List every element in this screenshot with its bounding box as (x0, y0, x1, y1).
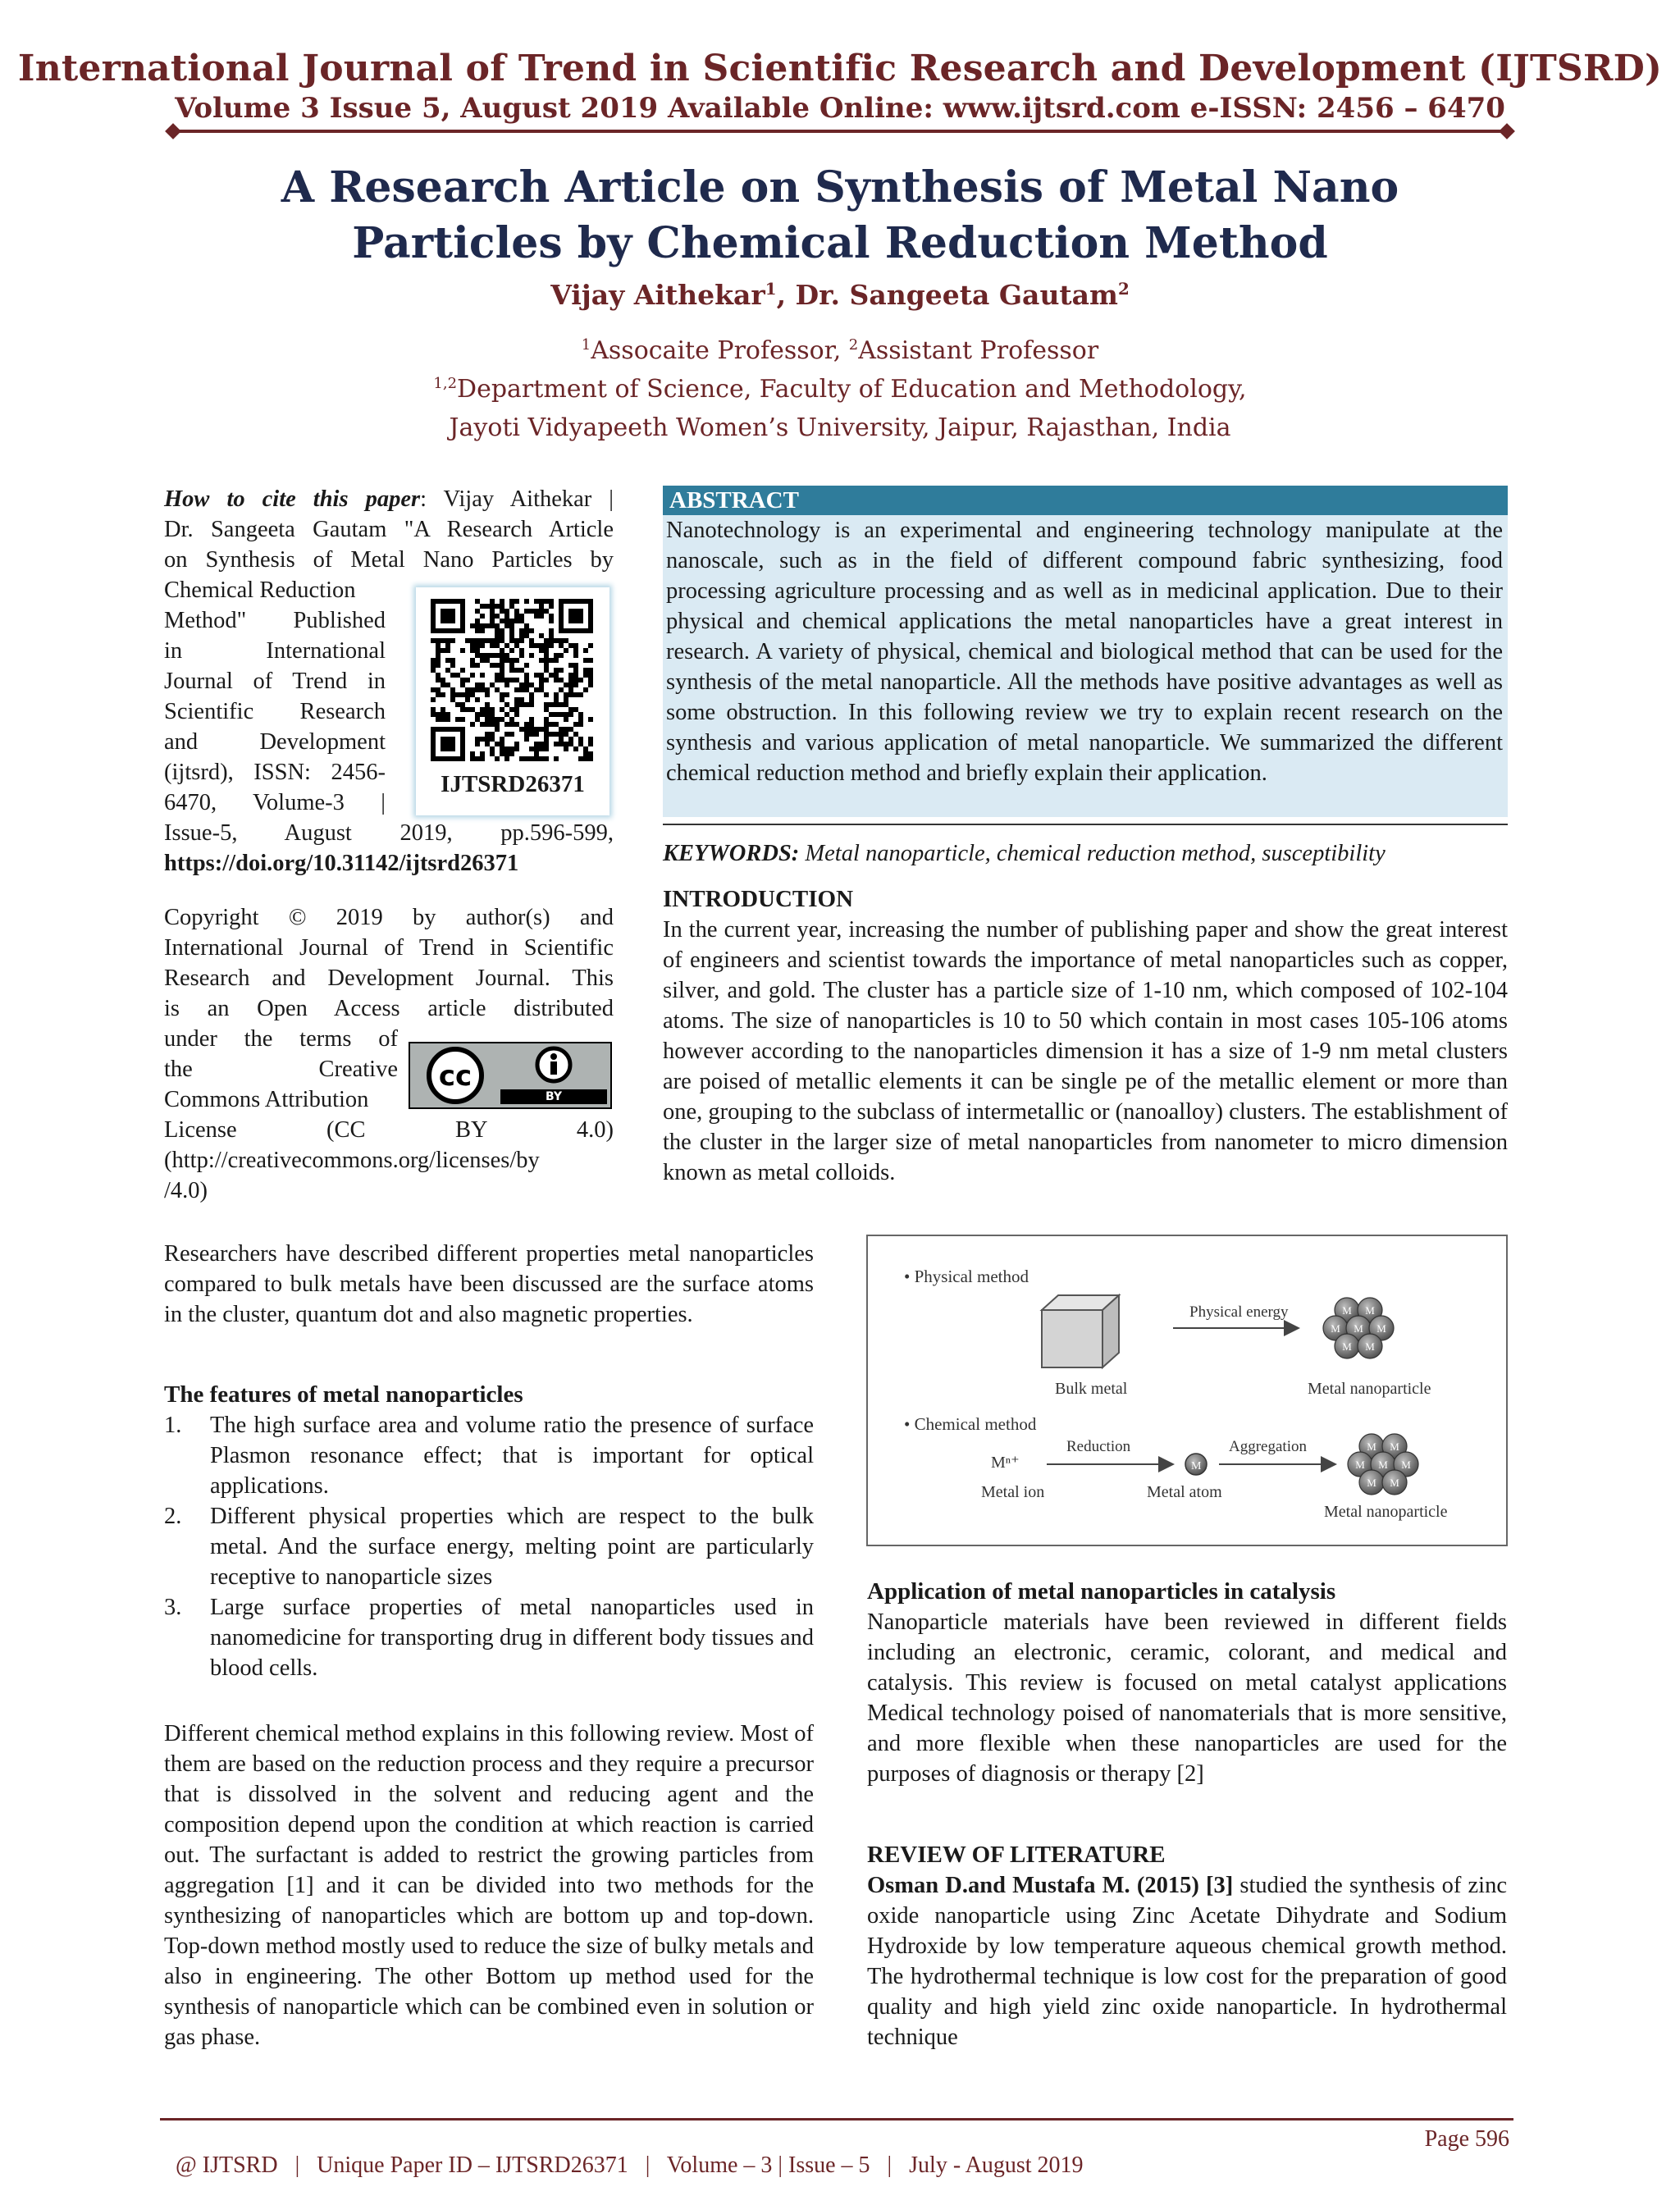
paper-title-line2: Particles by Chemical Reduction Method (352, 218, 1328, 268)
fig-chemical-label: • Chemical method (904, 1414, 1037, 1434)
cite-line: and Development (164, 729, 386, 755)
affiliation-university: Jayoti Vidyapeeth Women’s University, Jaipur, Rajasthan, India (449, 413, 1231, 442)
review-heading: REVIEW OF LITERATURE (867, 1842, 1166, 1868)
svg-text:M: M (1342, 1304, 1352, 1317)
feature-item (164, 1501, 814, 1592)
cite-line: Issue-5, August 2019, pp.596-599, (164, 820, 614, 846)
keywords-text: Metal nanoparticle, chemical reduction method, susceptibility (799, 841, 1386, 866)
fig-metal-np: Metal nanoparticle (1308, 1380, 1431, 1398)
abstract-rule (663, 824, 1508, 825)
feature-item (164, 1410, 814, 1501)
fig-physical-label: • Physical method (904, 1267, 1029, 1286)
svg-text:M: M (1354, 1322, 1363, 1335)
copyright-line: Commons Attribution (164, 1087, 369, 1112)
svg-text:M: M (1390, 1477, 1399, 1489)
qr-label: IJTSRD26371 (441, 771, 585, 797)
features-section (164, 1380, 814, 1683)
affil-sup: 1 (581, 336, 591, 354)
catalysis-heading: Application of metal nanoparticles in catalysis (867, 1578, 1336, 1605)
footer-text: @ IJTSRD | Unique Paper ID – IJTSRD26371 | Volume – 3 | Issue – 5 | July - August 2019 (176, 2152, 1084, 2178)
paper-title (0, 160, 1680, 272)
cite-line: Journal of Trend in (164, 669, 386, 694)
author-2-sup: 2 (1117, 279, 1130, 299)
affil2-sup: 1,2 (433, 375, 458, 392)
introduction-text: In the current year, increasing the number of publishing paper and show the great interest of engineers and scientist towards the importance of metal nanoparticles such as copper, silver, and gold. The cluster has a particle size of 1-10 nm, which composed of 102-104 atoms. The size of nanoparticles is 10 to 50 which contain in most cases 105-106 atoms however according to the nanoparticles dimension it has a size of 1-9 nm metal clusters are poised of metallic elements it can be single pe of the metallic element or more than one, grouping to the subclass of intermetallic or (nanoalloy) clusters. The establishment of the cluster in the larger size of metal nanoparticles from nanometer to micro dimension known as metal colloids. (663, 917, 1508, 1185)
svg-text:M: M (1331, 1322, 1340, 1335)
svg-text:M: M (1390, 1440, 1399, 1453)
nanoparticle-cluster-icon (1348, 1434, 1418, 1495)
fig-physical-energy: Physical energy (1189, 1303, 1289, 1321)
cite-line: Scientific Research (164, 699, 386, 724)
copyright-line: under the terms of (164, 1026, 398, 1052)
cite-label: How to cite this paper (164, 486, 421, 512)
bulk-metal-cube-icon (1042, 1295, 1119, 1367)
feature-text: The high surface area and volume ratio the presence of surface Plasmon resonance effect; that is important for optical applications. (210, 1413, 814, 1499)
fig-bulk-metal: Bulk metal (1055, 1380, 1128, 1398)
author-1-sup: 1 (765, 279, 777, 299)
affil-role-2: Assistant Professor (858, 336, 1099, 365)
keywords-label: KEYWORDS: (663, 841, 800, 866)
svg-text:M: M (1365, 1340, 1375, 1353)
authors (0, 279, 1680, 311)
keywords (663, 838, 1508, 869)
fig-atom-m: M (1191, 1460, 1202, 1472)
feature-item (164, 1592, 814, 1683)
feature-number: 3. (164, 1595, 182, 1620)
svg-text:M: M (1342, 1340, 1352, 1353)
features-list (164, 1410, 814, 1683)
synthesis-diagram (868, 1236, 1506, 1545)
affiliation-department (0, 375, 1680, 404)
introduction-heading: INTRODUCTION (663, 886, 854, 912)
rule-diamond-right (1499, 123, 1515, 139)
abstract-heading: ABSTRACT (663, 486, 1508, 515)
svg-text:M: M (1355, 1459, 1365, 1471)
fig-reduction: Reduction (1066, 1438, 1131, 1455)
feature-text: Different physical properties which are respect to the bulk metal. And the surface energy, melting point are particularly receptive to nanoparticle sizes (210, 1504, 814, 1590)
copyright-line: Research and Development Journal. This (164, 966, 614, 991)
fig-metal-atom: Metal atom (1147, 1483, 1222, 1501)
doi-link[interactable]: https://doi.org/10.31142/ijtsrd26371 (164, 851, 519, 876)
license-link-end: /4.0) (164, 1178, 208, 1203)
license-link[interactable]: (http://creativecommons.org/licenses/by (164, 1148, 540, 1173)
qr-code-icon (416, 587, 609, 768)
footer-rule (160, 2118, 1513, 2121)
svg-text:cc: cc (438, 1060, 472, 1093)
cite-line: (ijtsrd), ISSN: 2456- (164, 760, 386, 785)
cc-by-badge[interactable] (409, 1042, 612, 1109)
affil-dept: Department of Science, Faculty of Education and Methodology, (457, 375, 1247, 404)
fig-metal-np2: Metal nanoparticle (1324, 1503, 1448, 1521)
copyright-line: is an Open Access article distributed (164, 996, 614, 1021)
feature-number: 1. (164, 1413, 182, 1438)
affil-role-1: Assocaite Professor, (591, 336, 849, 365)
researchers-paragraph: Researchers have described different properties metal nanoparticles compared to bulk metals have been discussed are the surface atoms in the cluster, quantum dot and also magnetic properties. (164, 1241, 814, 1327)
cite-line: Dr. Sangeeta Gautam "A Research Article (164, 517, 614, 542)
rule-diamond-left (165, 123, 181, 139)
affiliation-roles (0, 336, 1680, 365)
review-citation: Osman D.and Mustafa M. (2015) [3] (867, 1873, 1234, 1898)
synthesis-figure (866, 1235, 1508, 1546)
paper-title-line1: A Research Article on Synthesis of Metal Nano (281, 162, 1399, 212)
author-1: Vijay Aithekar (550, 279, 765, 311)
cite-line: Chemical Reduction (164, 578, 356, 603)
author-2: , Dr. Sangeeta Gautam (776, 279, 1118, 311)
cite-line: in International (164, 638, 386, 664)
cc-badge-label: BY (545, 1090, 563, 1103)
feature-number: 2. (164, 1504, 182, 1529)
features-heading: The features of metal nanoparticles (164, 1381, 523, 1408)
fig-metal-ion: Metal ion (981, 1483, 1045, 1501)
chemical-paragraph: Different chemical method explains in this following review. Most of them are based on the reduction process and they require a precursor that is dissolved in the solvent and reducing agent and the composition depend upon the condition at which reaction is carried out. The surfactant is added to restrict the growing particles from aggregation [1] and it can be divided into two methods for the synthesizing of nanoparticles which are bottom up and top-down. Top-down method mostly used to reduce the size of bulky metals and also in engineering. The other Bottom up method used for the synthesis of nanoparticle which can be combined even in solution or gas phase. (164, 1721, 814, 2050)
svg-text:M: M (1378, 1459, 1388, 1471)
svg-text:M: M (1376, 1322, 1386, 1335)
introduction (663, 884, 1508, 1188)
journal-title: International Journal of Trend in Scientific Research and Development (IJTSRD) (17, 48, 1663, 89)
affil-sup2: 2 (848, 336, 859, 354)
copyright-line: the Creative (164, 1057, 398, 1082)
header-rule (172, 130, 1508, 133)
cite-line: 6470, Volume-3 | (164, 790, 386, 815)
feature-text: Large surface properties of metal nanoparticles used in nanomedicine for transporting drug in different body tissues and blood cells. (210, 1595, 814, 1681)
journal-subtitle: Volume 3 Issue 5, August 2019 Available Online: www.ijtsrd.com e-ISSN: 2456 – 6470 (175, 92, 1505, 125)
page-number: Page 596 (1424, 2126, 1509, 2152)
review-section (867, 1840, 1507, 2052)
cite-line: on Synthesis of Metal Nano Particles by (164, 547, 614, 573)
svg-text:M: M (1367, 1440, 1376, 1453)
copyright-line: License (CC BY 4.0) (164, 1117, 614, 1143)
fig-aggregation: Aggregation (1229, 1438, 1307, 1455)
page-footer (164, 2126, 1509, 2205)
fig-ion-symbol: Mⁿ⁺ (991, 1454, 1020, 1472)
catalysis-section (867, 1577, 1507, 1789)
svg-text:M: M (1365, 1304, 1375, 1317)
cite-line: : Vijay Aithekar | (420, 486, 614, 512)
nanoparticle-cluster-icon (1323, 1298, 1394, 1358)
catalysis-text: Nanoparticle materials have been reviewed in different fields including an electronic, ceramic, colorant, and medical and catalysis. This review is focused on metal catalyst applications Medical technology poised of nanomaterials that is more sensitive, and more flexible when these nanoparticles are used for the purposes of diagnosis or therapy [2] (867, 1609, 1507, 1787)
svg-text:M: M (1367, 1477, 1376, 1489)
copyright-line: Copyright © 2019 by author(s) and (164, 905, 614, 930)
svg-text:M: M (1401, 1459, 1411, 1471)
copyright-line: International Journal of Trend in Scientific (164, 935, 614, 961)
abstract-text: Nanotechnology is an experimental and engineering technology manipulate at the nanoscale, such as in the field of different compound fabric synthesizing, food processing agriculture processing and as well as in medicinal application. Due to their physical and chemical applications the metal nanoparticles have a great interest in research. A variety of physical, chemical and biological method that can be used for the synthesis of the metal nanoparticle. All the methods have positive advantages as well as some obstruction. In this following review we try to explain recent research on the synthesis and various application of metal nanoparticle. We summarized the different chemical reduction method and briefly explain their application. (666, 518, 1503, 786)
cite-line: Method" Published (164, 608, 386, 633)
review-text: studied the synthesis of zinc oxide nanoparticle using Zinc Acetate Dihydrate and Sodium Hydroxide by low temperature aqueous chemical growth method. The hydrothermal technique is low cost for the preparation of good quality and high yield zinc oxide nanoparticle. In hydrothermal technique (867, 1873, 1507, 2050)
